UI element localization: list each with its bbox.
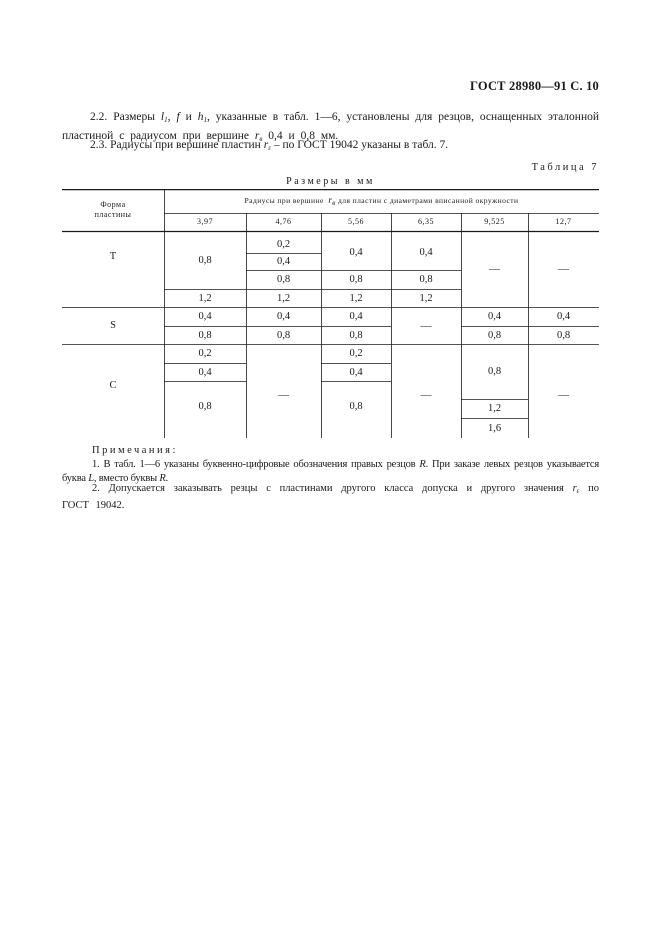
cell-s-6-35-dash: — [420, 319, 432, 332]
cell-c-9-525-r1: 0,8 [487, 366, 502, 377]
p1-sep: , [167, 111, 171, 123]
cell-c-3-97-r1: 0,2 [198, 348, 212, 359]
note-1-text-c: , вместо буквы [93, 472, 157, 484]
note-1-text-d: . [165, 472, 169, 484]
cell-t-6-35-top: 0,4 [419, 247, 433, 258]
cell-c-5-56-r3: 0,8 [349, 401, 363, 412]
cell-s-5-56-r1: 0,4 [349, 311, 363, 322]
note-1-text-b: . При заказе левых резцов указывается буква [62, 459, 599, 484]
header-d-12-7: 12,7 [555, 217, 572, 226]
cell-s-12-7-r2: 0,8 [556, 329, 571, 341]
cell-s-3-97-r2: 0,8 [198, 329, 212, 341]
note-2-text-b: по ГОСТ 19042. [62, 483, 600, 511]
header-radii-group [164, 189, 599, 213]
cell-t-5-56-top: 0,4 [349, 247, 363, 258]
cell-t-5-56-bottom: 1,2 [349, 292, 363, 304]
p1-text-b: , указанные в табл. 1—6, установлены для резцов, оснащенных эталонной пластиной с радиусом при вершине [62, 111, 600, 142]
cell-s-5-56-r2: 0,8 [349, 329, 363, 341]
cell-s-4-76-r1: 0,4 [276, 311, 291, 322]
p2-text-a: 2.3. Радиусы при вершине пластин [90, 139, 261, 151]
document-header: ГОСТ 28980—91 С. 10 [470, 79, 599, 93]
cell-s-12-7-r1: 0,4 [556, 311, 571, 322]
var-r-epsilon: $r_\varepsilon$ [263, 139, 271, 152]
p1-and: и [185, 111, 192, 123]
form-t: T [109, 250, 117, 262]
header-d-6-35: 6,35 [418, 217, 434, 226]
form-c: C [109, 379, 117, 391]
cell-c-9-525-r3: 1,6 [487, 422, 502, 434]
note-1-var-l: L [88, 472, 94, 484]
cell-c-4-76-dash: — [278, 389, 289, 401]
header-radii-var: $r_в$ [328, 194, 336, 207]
cell-t-9-525-dash: — [489, 263, 500, 275]
cell-s-9-525-r2: 0,8 [487, 329, 502, 341]
form-s: S [110, 320, 116, 331]
cell-c-12-7-dash: — [558, 389, 569, 401]
paragraph-2-3 [62, 137, 599, 156]
cell-t-3-97-bottom: 1,2 [198, 292, 212, 304]
header-d-4-76: 4,76 [275, 217, 292, 226]
cell-t-4-76-r4: 1,2 [276, 292, 291, 304]
table-7 [62, 189, 599, 438]
cell-c-6-35-dash: — [420, 389, 432, 401]
cell-s-9-525-r1: 0,4 [487, 311, 502, 322]
table-label: Таблица 7 [531, 162, 599, 173]
cell-t-3-97-top: 0,8 [198, 254, 212, 266]
cell-t-4-76-r2: 0,4 [276, 256, 291, 267]
sizes-caption: Размеры в мм [286, 176, 375, 187]
header-form-line2: пластины [94, 210, 132, 219]
cell-s-4-76-r2: 0,8 [276, 329, 291, 341]
header-d-5-56: 5,56 [348, 217, 364, 226]
note-1-var-r2: R [159, 472, 166, 484]
p1-text-a: 2.2. Размеры [90, 111, 155, 123]
note-1-text-a: 1. В табл. 1—6 указаны буквенно-цифровые обозначения правых резцов [92, 459, 416, 470]
cell-c-9-525-r2: 1,2 [487, 403, 502, 414]
var-h1: $h_1$ [197, 111, 207, 124]
header-d-9-525: 9,525 [484, 217, 505, 226]
cell-t-12-7-dash: — [558, 263, 569, 275]
var-f: f [176, 111, 180, 123]
note-2 [62, 482, 599, 512]
cell-t-4-76-r3: 0,8 [276, 274, 291, 285]
cell-c-3-97-r2: 0,4 [198, 366, 212, 378]
note-2-var-r: $r_\varepsilon$ [572, 483, 580, 495]
cell-s-3-97-r1: 0,4 [198, 311, 212, 322]
note-1 [62, 458, 599, 485]
cell-c-3-97-r3: 0,8 [198, 401, 212, 412]
header-form [62, 189, 164, 231]
p1-text-c: 0,4 и 0,8 мм. [268, 130, 339, 142]
cell-t-4-76-r1: 0,2 [276, 238, 291, 250]
cell-c-5-56-r2: 0,4 [349, 366, 363, 378]
cell-t-6-35-bottom: 1,2 [419, 292, 433, 304]
header-form-line1: Форма [100, 200, 126, 209]
var-l1: $l_1$ [160, 111, 168, 124]
cell-t-6-35-mid: 0,8 [419, 274, 433, 285]
cell-t-5-56-mid: 0,8 [349, 274, 363, 285]
header-radii-text-b: для пластин с диаметрами вписанной окружности [338, 196, 519, 205]
note-1-var-r: R [419, 459, 426, 470]
header-radii-text-a: Радиусы при вершине [244, 196, 324, 205]
note-2-text-a: 2. Допускается заказывать резцы с пластинами другого класса допуска и другого значения [92, 483, 564, 494]
cell-c-5-56-r1: 0,2 [349, 348, 363, 359]
var-r: $r_в$ [254, 130, 263, 143]
p2-text-b: – по ГОСТ 19042 указаны в табл. 7. [273, 139, 449, 151]
notes-title: Примечания: [92, 445, 178, 456]
header-d-3-97: 3,97 [197, 217, 213, 226]
